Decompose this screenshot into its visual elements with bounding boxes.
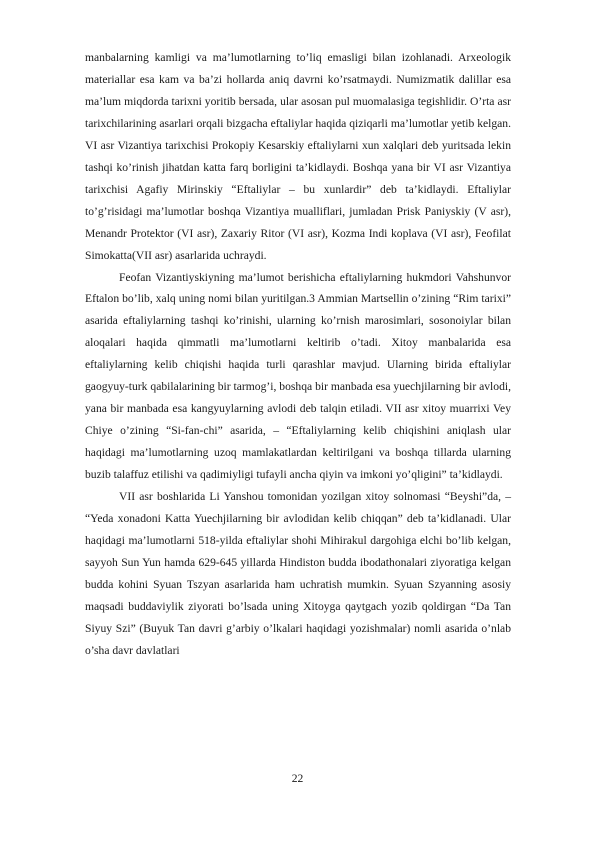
document-page [85, 47, 511, 662]
paragraph-3: VII asr boshlarida Li Yanshou tomonidan yozilgan xitoy solnomasi “Beyshi”da, – “Yeda xonadoni Katta Yuechjilarning bir avlodidan kelib chiqqan” deb ta’kidlanadi. Ular haqidagi ma’lumotlarni 518-yilda eftaliylar shohi Mihirakul dargohiga elchi bo’lib kelgan, sayyoh Sun Yun hamda 629-645 yillarda Hindiston budda ibodathonalari ziyoratiga kelgan budda kohini Syuan Tszyan asarlarida ham uchratish mumkin. Syuan Szyanning asosiy maqsadi buddaviylik ziyorati bo’lsada uning Xitoyga qaytgach yozib qoldirgan “Da Tan Siyuy Szi” (Buyuk Tan davri g’arbiy o’lkalari haqidagi yozishmalar) nomli asarida o’nlab o’sha davr davlatlari [85, 490, 511, 657]
paragraph-2: Feofan Vizantiyskiyning ma’lumot berishicha eftaliylarning hukmdori Vahshunvor Eftalon bo’lib, xalq uning nomi bilan yuritilgan.3 Ammian Martsellin o’zining “Rim tarixi” asarida eftaliylarning tashqi ko’rinishi, ularning ko’rnish marosimlari, sosonoiylar bilan aloqalari haqida qimmatli ma’lumotlarni keltirib o’tadi. Xitoy manbalarida esa eftaliylarning kelib chiqishi haqida turli qarashlar mavjud. Ularning birida eftaliylar gaogyuy-turk qabilalarining bir tarmog’i, boshqa bir manbada esa yuechjilarning bir avlodi, yana bir manbada esa kangyuylarning avlodi deb talqin etiladi. VII asr xitoy muarrixi Vey Chiye o’zining “Si-fan-chi” asarida, – “Eftaliylarning kelib chiqishini aniqlash ular haqidagi ma’lumotlarning uzoq mamlakatlardan keltirilgani va boshqa tillarda ularning buzib talaffuz etilishi va qadimiyligi tufayli ancha qiyin va imkoni yo’qligini” ta’kidlaydi. [85, 270, 511, 482]
paragraph-1: manbalarning kamligi va ma’lumotlarning to’liq emasligi bilan izohlanadi. Arxeologik materiallar esa kam va ba’zi hollarda aniq davrni ko’rsatmaydi. Numizmatik dalillar esa ma’lum miqdorda tarixni yoritib bersada, ular asosan pul muomalasiga tegishlidir. O’rta asr tarixchilarining asarlari orqali bizgacha eftaliylar haqida qiziqarli ma’lumotlar yetib kelgan. VI asr Vizantiya tarixchisi Prokopiy Kesarskiy eftaliylarni xun xalqlari deb yuritsada lekin tashqi ko’rinish jihatdan katta farq borligini ta’kidlaydi. Boshqa yana bir VI asr Vizantiya tarixchisi Agafiy Mirinskiy “Eftaliylar – bu xunlardir” deb ta’kidlaydi. Eftaliylar to’g’risidagi ma’lumotlar boshqa Vizantiya mualliflari, jumladan Prisk Paniyskiy (V asr), Menandr Protektor (VI asr), Zaxariy Ritor (VI asr), Kozma Indi koplava (VI asr), Feofilat Simokatta(VII asr) asarlarida uchraydi. [85, 51, 511, 262]
page-number: 22 [291, 772, 304, 785]
